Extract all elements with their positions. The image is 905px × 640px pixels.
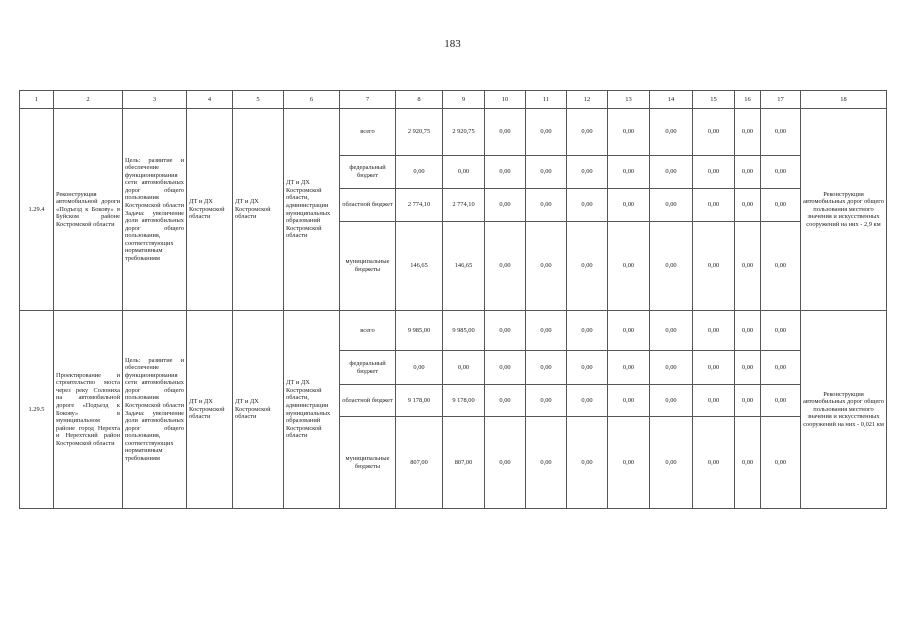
- amount-cell: 0,00: [693, 109, 735, 156]
- program-table: [19, 90, 887, 509]
- amount-cell: 0,00: [735, 385, 761, 417]
- amount-cell: 0,00: [693, 222, 735, 311]
- amount-cell: 0,00: [693, 385, 735, 417]
- header-row: [20, 91, 887, 109]
- amount-cell: 0,00: [650, 385, 693, 417]
- amount-cell: 0,00: [396, 156, 443, 189]
- amount-cell: 0,00: [396, 351, 443, 385]
- amount-cell: 0,00: [761, 156, 801, 189]
- amount-cell: 0,00: [693, 189, 735, 222]
- amount-cell: 0,00: [761, 385, 801, 417]
- executor-cell: ДТ и ДХ Костромской области: [187, 109, 233, 311]
- amount-cell: 0,00: [485, 189, 526, 222]
- funding-source-label: федеральный бюджет: [340, 156, 396, 189]
- amount-cell: 0,00: [693, 417, 735, 509]
- amount-cell: 0,00: [735, 222, 761, 311]
- funding-source-label: областной бюджет: [340, 189, 396, 222]
- amount-cell: 0,00: [526, 109, 567, 156]
- amount-cell: 0,00: [650, 417, 693, 509]
- column-number: 14: [650, 91, 693, 109]
- amount-cell: 0,00: [526, 156, 567, 189]
- column-number: 8: [396, 91, 443, 109]
- amount-cell: 0,00: [761, 189, 801, 222]
- amount-cell: 0,00: [761, 351, 801, 385]
- amount-cell: 0,00: [608, 351, 650, 385]
- amount-cell: 0,00: [485, 311, 526, 351]
- amount-cell: 0,00: [735, 156, 761, 189]
- amount-cell: 0,00: [567, 109, 608, 156]
- amount-cell: 2 920,75: [396, 109, 443, 156]
- amount-cell: 0,00: [567, 417, 608, 509]
- amount-cell: 0,00: [608, 385, 650, 417]
- amount-cell: 0,00: [608, 156, 650, 189]
- amount-cell: 0,00: [761, 222, 801, 311]
- amount-cell: 0,00: [650, 351, 693, 385]
- amount-cell: 0,00: [485, 156, 526, 189]
- table-row: [20, 311, 887, 351]
- amount-cell: 9 985,00: [443, 311, 485, 351]
- amount-cell: 0,00: [443, 156, 485, 189]
- amount-cell: 0,00: [526, 189, 567, 222]
- table-row: [20, 109, 887, 156]
- amount-cell: 0,00: [735, 311, 761, 351]
- column-number: 2: [54, 91, 123, 109]
- measure-name: Проектирование и строительство моста через реку Солониха на автомобильной дороге «Подъезд к Бокову» в муниципальном районе город Нерехта и Нерехтский район Костромской области: [54, 311, 123, 509]
- amount-cell: 807,00: [443, 417, 485, 509]
- goal-text: Цель: развитие и обеспечение функционирования сети автомобильных дорог общего пользования Костромской области Задача: увеличение доли автомобильных дорог общего пользования, соответствующих нормативным требованиям: [123, 109, 187, 311]
- amount-cell: 0,00: [485, 109, 526, 156]
- page-number: 183: [444, 38, 461, 50]
- executor-cell: ДТ и ДХ Костромской области: [233, 311, 284, 509]
- expected-result: Реконструкция автомобильных дорог общего пользования местного значения и искусственных сооружений на них - 0,021 км: [801, 311, 887, 509]
- amount-cell: 0,00: [761, 417, 801, 509]
- amount-cell: 0,00: [567, 156, 608, 189]
- row-code: 1.29.5: [20, 311, 54, 509]
- amount-cell: 0,00: [761, 109, 801, 156]
- amount-cell: 0,00: [650, 189, 693, 222]
- amount-cell: 0,00: [567, 222, 608, 311]
- goal-text: Цель: развитие и обеспечение функционирования сети автомобильных дорог общего пользования Костромской области Задача: увеличение доли автомобильных дорог общего пользования, соответствующих нормативным требованиям: [123, 311, 187, 509]
- amount-cell: 0,00: [567, 189, 608, 222]
- amount-cell: 0,00: [526, 351, 567, 385]
- column-number: 10: [485, 91, 526, 109]
- funding-source-label: областной бюджет: [340, 385, 396, 417]
- amount-cell: 0,00: [735, 189, 761, 222]
- executor-cell: ДТ и ДХ Костромской области: [233, 109, 284, 311]
- amount-cell: 0,00: [443, 351, 485, 385]
- amount-cell: 0,00: [650, 109, 693, 156]
- amount-cell: 9 985,00: [396, 311, 443, 351]
- column-number: 12: [567, 91, 608, 109]
- amount-cell: 0,00: [650, 311, 693, 351]
- amount-cell: 0,00: [650, 222, 693, 311]
- amount-cell: 0,00: [693, 311, 735, 351]
- column-number: 9: [443, 91, 485, 109]
- amount-cell: 0,00: [650, 156, 693, 189]
- amount-cell: 9 178,00: [396, 385, 443, 417]
- executor-cell: ДТ и ДХ Костромской области: [187, 311, 233, 509]
- measure-name: Реконструкция автомобильной дороги «Подъезд к Бокову» в Буйском районе Костромской области: [54, 109, 123, 311]
- column-number: 3: [123, 91, 187, 109]
- funding-source-label: муниципальные бюджеты: [340, 417, 396, 509]
- funding-source-label: всего: [340, 311, 396, 351]
- amount-cell: 0,00: [608, 311, 650, 351]
- amount-cell: 0,00: [485, 351, 526, 385]
- funding-source-label: всего: [340, 109, 396, 156]
- amount-cell: 0,00: [608, 417, 650, 509]
- amount-cell: 0,00: [608, 109, 650, 156]
- column-number: 13: [608, 91, 650, 109]
- column-number: 17: [761, 91, 801, 109]
- column-number: 18: [801, 91, 887, 109]
- funding-source-label: федеральный бюджет: [340, 351, 396, 385]
- amount-cell: 0,00: [485, 385, 526, 417]
- amount-cell: 0,00: [485, 222, 526, 311]
- amount-cell: 0,00: [526, 311, 567, 351]
- amount-cell: 9 178,00: [443, 385, 485, 417]
- amount-cell: 0,00: [735, 417, 761, 509]
- co-executor-cell: ДТ и ДХ Костромской области, администрации муниципальных образований Костромской области: [284, 311, 340, 509]
- amount-cell: 0,00: [526, 417, 567, 509]
- amount-cell: 2 774,10: [396, 189, 443, 222]
- column-number: 6: [284, 91, 340, 109]
- column-number: 4: [187, 91, 233, 109]
- amount-cell: 2 920,75: [443, 109, 485, 156]
- amount-cell: 0,00: [526, 222, 567, 311]
- amount-cell: 0,00: [693, 156, 735, 189]
- column-number: 11: [526, 91, 567, 109]
- amount-cell: 0,00: [608, 189, 650, 222]
- amount-cell: 0,00: [526, 385, 567, 417]
- column-number: 7: [340, 91, 396, 109]
- amount-cell: 0,00: [567, 385, 608, 417]
- amount-cell: 0,00: [567, 311, 608, 351]
- amount-cell: 0,00: [735, 351, 761, 385]
- column-number: 16: [735, 91, 761, 109]
- column-number: 5: [233, 91, 284, 109]
- column-number: 15: [693, 91, 735, 109]
- expected-result: Реконструкция автомобильных дорог общего пользования местного значения и искусственных сооружений на них - 2,9 км: [801, 109, 887, 311]
- amount-cell: 0,00: [567, 351, 608, 385]
- row-code: 1.29.4: [20, 109, 54, 311]
- amount-cell: 0,00: [485, 417, 526, 509]
- amount-cell: 146,65: [443, 222, 485, 311]
- amount-cell: 0,00: [608, 222, 650, 311]
- amount-cell: 146,65: [396, 222, 443, 311]
- funding-source-label: муниципальные бюджеты: [340, 222, 396, 311]
- column-number: 1: [20, 91, 54, 109]
- amount-cell: 807,00: [396, 417, 443, 509]
- amount-cell: 2 774,10: [443, 189, 485, 222]
- amount-cell: 0,00: [761, 311, 801, 351]
- amount-cell: 0,00: [693, 351, 735, 385]
- co-executor-cell: ДТ и ДХ Костромской области, администрации муниципальных образований Костромской области: [284, 109, 340, 311]
- amount-cell: 0,00: [735, 109, 761, 156]
